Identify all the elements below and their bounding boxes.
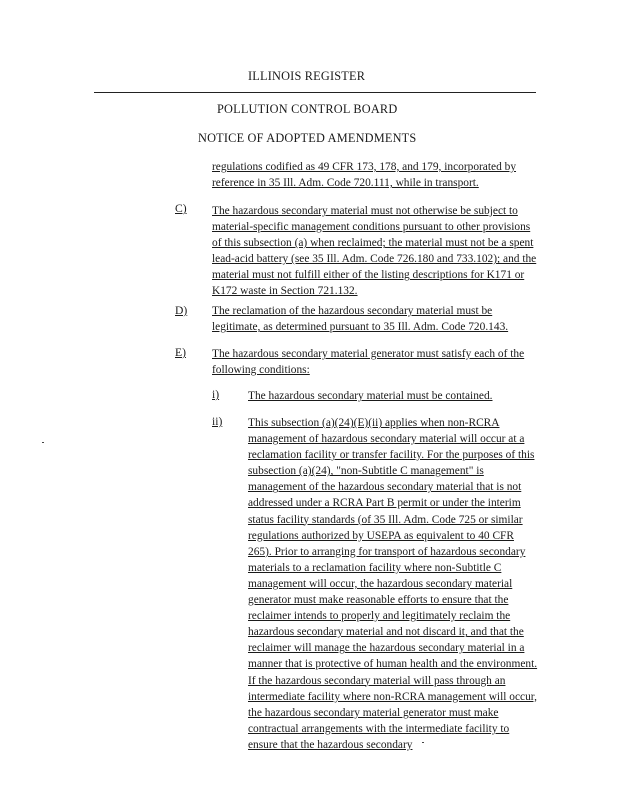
item-d-text: The reclamation of the hazardous secondary material must be legitimate, as determined pursuant to 35 Ill. Adm. Code 720.143. [212,305,509,334]
item-ii-label: ii) [212,415,223,428]
header-rule [94,92,536,93]
item-c-label: C) [175,202,187,215]
scan-speck [422,742,424,743]
item-e-label: E) [175,346,186,359]
item-d-label: D) [175,304,188,317]
register-title: ILLINOIS REGISTER [248,69,366,83]
notice-title: NOTICE OF ADOPTED AMENDMENTS [198,131,417,145]
item-i-text: The hazardous secondary material must be contained. [248,390,493,402]
item-c-text: The hazardous secondary material must not otherwise be subject to material-specific management conditions pursuant to other provisions of this subsection (a) when reclaimed; the material must not be a spent lead-acid battery (see 35 Ill. Adm. Code 726.180 and 733.102); and the material must not fulfill either of the listing descriptions for K171 or K172 waste in Section 721.132. [212,205,537,298]
item-ii-text: This subsection (a)(24)(E)(ii) applies when non-RCRA management of hazardous secondary material will occur at a reclamation facility or transfer facility. For the purposes of this subsection (a)(24), "non-Subtitle C management" is management of the hazardous secondary material that is not addressed under a RCRA Part B permit or under the interim status facility standards (of 35 Ill. Adm. Code 725 or similar regulations authorized by USEPA as equivalent to 40 CFR 265). Prior to arranging for transport of hazardous secondary materials to a reclamation facility where non-Subtitle C management will occur, the hazardous secondary material generator must make reasonable efforts to ensure that the reclaimer intends to properly and legitimately reclaim the hazardous secondary material and not discard it, and that the reclaimer will manage the hazardous secondary material in a manner that is protective of human health and the environment. If the hazardous secondary material will pass through an intermediate facility where non-RCRA management will occur, the hazardous secondary material generator must make contractual arrangements with the intermediate facility to ensure that the hazardous secondary [248,417,538,751]
board-title: POLLUTION CONTROL BOARD [217,102,398,116]
scan-speck [42,442,44,443]
item-i-label: i) [212,388,220,401]
continuation-paragraph: regulations codified as 49 CFR 173, 178, and 179, incorporated by reference in 35 Ill. Adm. Code 720.111, while in transport. [212,161,517,190]
item-e-text: The hazardous secondary material generator must satisfy each of the following conditions: [212,348,525,377]
